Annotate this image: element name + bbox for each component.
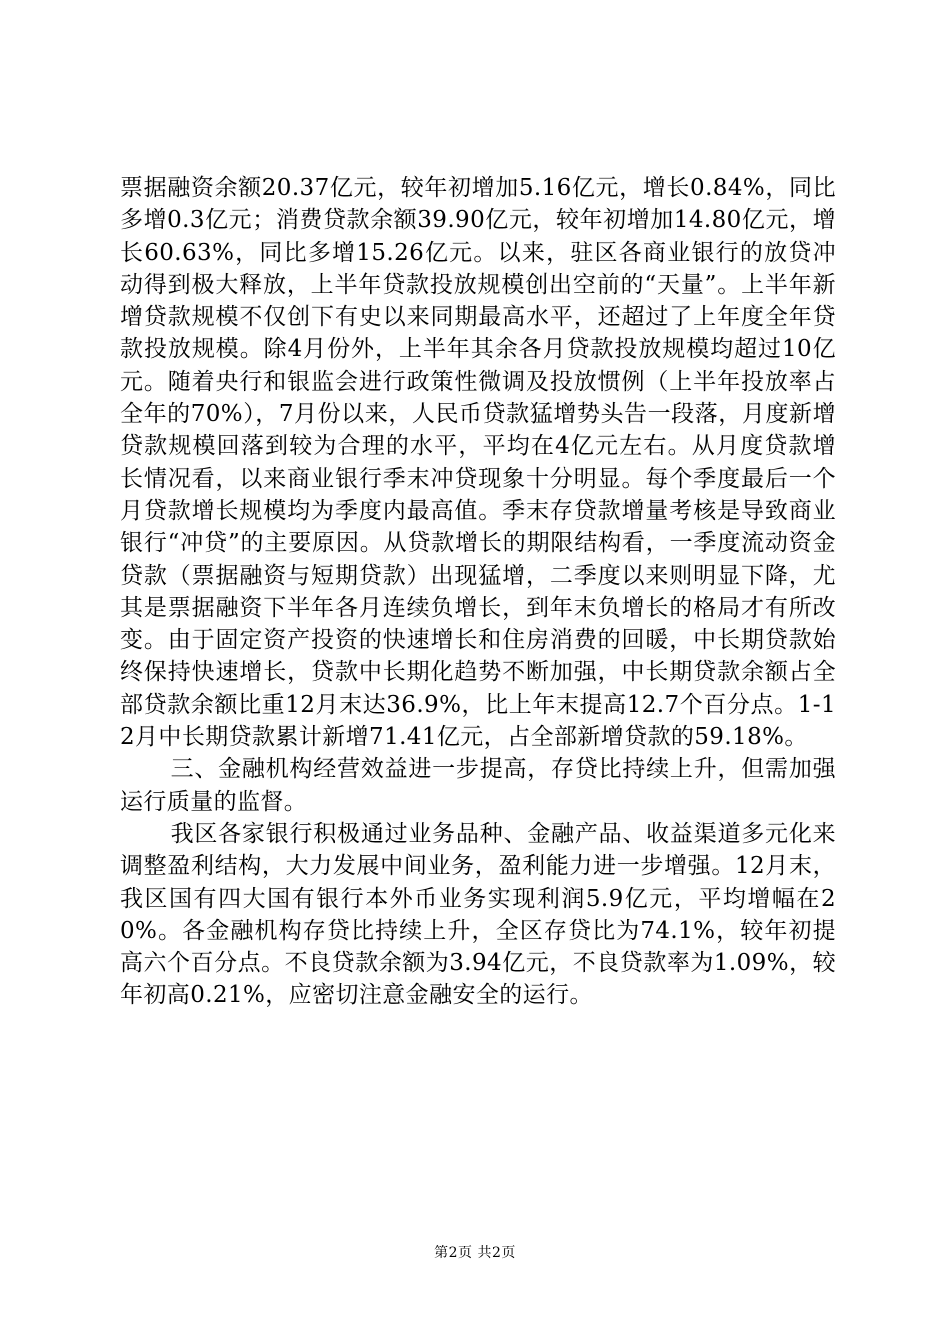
section-heading-three: 三、金融机构经营效益进一步提高，存贷比持续上升，但需加强运行质量的监督。 [120, 756, 836, 815]
body-paragraph-3: 我区各家银行积极通过业务品种、金融产品、收益渠道多元化来调整盈利结构，大力发展中间业务，盈利能力进一步增强。12月末，我区国有四大国有银行本外币业务实现利润5.9亿元，平均增幅在20%。各金融机构存贷比持续上升，全区存贷比为74.1%，较年初提高六个百分点。不良贷款余额为3.94亿元，不良贷款率为1.09%，较年初高0.21%，应密切注意金融安全的运行。 [120, 820, 836, 1009]
document-body [120, 172, 836, 1012]
page-footer: 第2页 共2页 [434, 1245, 516, 1261]
body-paragraph-1: 票据融资余额20.37亿元，较年初增加5.16亿元，增长0.84%，同比多增0.3亿元；消费贷款余额39.90亿元，较年初增加14.80亿元，增长60.63%，同比多增15.26亿元。以来，驻区各商业银行的放贷冲动得到极大释放，上半年贷款投放规模创出空前的“天量”。上半年新增贷款规模不仅创下有史以来同期最高水平，还超过了上年度全年贷款投放规模。除4月份外，上半年其余各月贷款投放规模均超过10亿元。随着央行和银监会进行政策性微调及投放惯例（上半年投放率占全年的70%），7月份以来，人民币贷款猛增势头告一段落，月度新增贷款规模回落到较为合理的水平，平均在4亿元左右。从月度贷款增长情况看，以来商业银行季末冲贷现象十分明显。每个季度最后一个月贷款增长规模均为季度内最高值。季末存贷款增量考核是导致商业银行“冲贷”的主要原因。从贷款增长的期限结构看，一季度流动资金贷款（票据融资与短期贷款）出现猛增，二季度以来则明显下降，尤其是票据融资下半年各月连续负增长，到年末负增长的格局才有所改变。由于固定资产投资的快速增长和住房消费的回暖，中长期贷款始终保持快速增长，贷款中长期化趋势不断加强，中长期贷款余额占全部贷款余额比重12月末达36.9%，比上年末提高12.7个百分点。1-12月中长期贷款累计新增71.41亿元，占全部新增贷款的59.18%。 [120, 175, 836, 751]
